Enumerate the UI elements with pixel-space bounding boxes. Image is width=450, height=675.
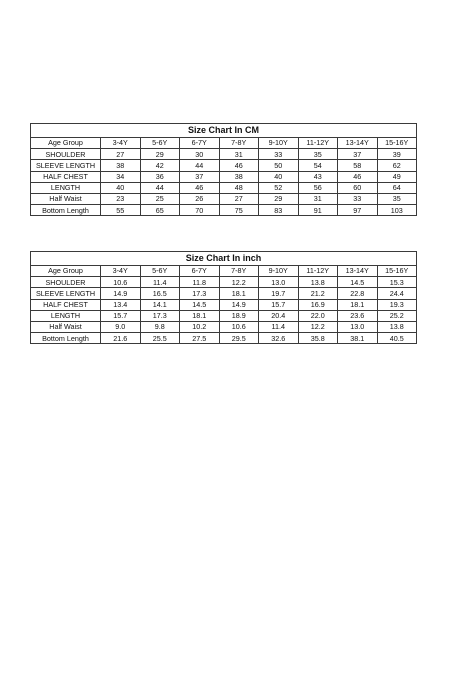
measurement-label: Half Waist <box>31 193 101 204</box>
table-title: Size Chart In CM <box>31 124 417 138</box>
size-chart-inch-table <box>30 251 417 344</box>
measurement-value: 46 <box>219 160 259 171</box>
size-header-cell: 15-16Y <box>377 138 417 149</box>
measurement-value: 42 <box>140 160 180 171</box>
measurement-value: 18.9 <box>219 310 259 321</box>
measurement-value: 18.1 <box>180 310 220 321</box>
measurement-value: 37 <box>180 171 220 182</box>
size-chart-cm-table <box>30 123 417 216</box>
measurement-value: 30 <box>180 149 220 160</box>
measurement-value: 56 <box>298 182 338 193</box>
measurement-value: 22.8 <box>338 288 378 299</box>
measurement-value: 23.6 <box>338 310 378 321</box>
measurement-value: 14.9 <box>219 299 259 310</box>
measurement-value: 60 <box>338 182 378 193</box>
table-header-row <box>31 266 417 277</box>
table-row <box>31 171 417 182</box>
size-header-cell: 7-8Y <box>219 138 259 149</box>
measurement-value: 54 <box>298 160 338 171</box>
measurement-value: 15.7 <box>101 310 141 321</box>
measurement-label: HALF CHEST <box>31 299 101 310</box>
measurement-value: 32.6 <box>259 333 299 344</box>
measurement-value: 49 <box>377 171 417 182</box>
measurement-value: 46 <box>338 171 378 182</box>
table-row <box>31 288 417 299</box>
measurement-value: 10.6 <box>219 321 259 332</box>
measurement-value: 12.2 <box>219 277 259 288</box>
measurement-value: 19.7 <box>259 288 299 299</box>
measurement-value: 38 <box>219 171 259 182</box>
size-header-cell: 11-12Y <box>298 138 338 149</box>
measurement-value: 38.1 <box>338 333 378 344</box>
measurement-value: 43 <box>298 171 338 182</box>
measurement-value: 15.7 <box>259 299 299 310</box>
measurement-value: 29 <box>140 149 180 160</box>
measurement-value: 35 <box>377 193 417 204</box>
measurement-value: 58 <box>338 160 378 171</box>
measurement-value: 33 <box>259 149 299 160</box>
measurement-value: 20.4 <box>259 310 299 321</box>
measurement-value: 11.4 <box>259 321 299 332</box>
measurement-value: 17.3 <box>140 310 180 321</box>
measurement-label: LENGTH <box>31 310 101 321</box>
measurement-label: SLEEVE LENGTH <box>31 288 101 299</box>
measurement-label: SHOULDER <box>31 277 101 288</box>
measurement-value: 83 <box>259 205 299 216</box>
measurement-value: 15.3 <box>377 277 417 288</box>
measurement-value: 21.6 <box>101 333 141 344</box>
table-row <box>31 321 417 332</box>
table-row <box>31 299 417 310</box>
measurement-value: 13.8 <box>298 277 338 288</box>
measurement-value: 23 <box>101 193 141 204</box>
table-header-row <box>31 138 417 149</box>
measurement-value: 22.0 <box>298 310 338 321</box>
measurement-value: 26 <box>180 193 220 204</box>
table-title: Size Chart In inch <box>31 252 417 266</box>
measurement-label: Bottom Length <box>31 205 101 216</box>
measurement-value: 40 <box>259 171 299 182</box>
measurement-value: 18.1 <box>219 288 259 299</box>
measurement-value: 52 <box>259 182 299 193</box>
measurement-value: 14.5 <box>338 277 378 288</box>
measurement-value: 29.5 <box>219 333 259 344</box>
table-row <box>31 160 417 171</box>
measurement-value: 11.4 <box>140 277 180 288</box>
age-group-header: Age Group <box>31 266 101 277</box>
measurement-value: 9.0 <box>101 321 141 332</box>
size-header-cell: 13-14Y <box>338 266 378 277</box>
size-chart-cm-body <box>31 124 417 216</box>
age-group-header: Age Group <box>31 138 101 149</box>
measurement-value: 44 <box>140 182 180 193</box>
measurement-value: 97 <box>338 205 378 216</box>
table-row <box>31 333 417 344</box>
measurement-value: 14.9 <box>101 288 141 299</box>
table-title-row <box>31 252 417 266</box>
measurement-value: 27 <box>101 149 141 160</box>
measurement-label: SLEEVE LENGTH <box>31 160 101 171</box>
size-header-cell: 13-14Y <box>338 138 378 149</box>
measurement-label: LENGTH <box>31 182 101 193</box>
size-header-cell: 9-10Y <box>259 138 299 149</box>
measurement-value: 35 <box>298 149 338 160</box>
measurement-value: 48 <box>219 182 259 193</box>
measurement-value: 70 <box>180 205 220 216</box>
measurement-value: 31 <box>298 193 338 204</box>
measurement-value: 55 <box>101 205 141 216</box>
table-row <box>31 310 417 321</box>
measurement-value: 21.2 <box>298 288 338 299</box>
size-chart-inch-body <box>31 252 417 344</box>
size-header-cell: 6-7Y <box>180 138 220 149</box>
measurement-value: 50 <box>259 160 299 171</box>
measurement-value: 35.8 <box>298 333 338 344</box>
size-header-cell: 9-10Y <box>259 266 299 277</box>
size-header-cell: 6-7Y <box>180 266 220 277</box>
measurement-value: 12.2 <box>298 321 338 332</box>
measurement-value: 29 <box>259 193 299 204</box>
measurement-value: 18.1 <box>338 299 378 310</box>
table-row <box>31 205 417 216</box>
measurement-value: 9.8 <box>140 321 180 332</box>
measurement-value: 17.3 <box>180 288 220 299</box>
measurement-value: 31 <box>219 149 259 160</box>
measurement-value: 91 <box>298 205 338 216</box>
measurement-value: 10.6 <box>101 277 141 288</box>
size-header-cell: 3-4Y <box>101 138 141 149</box>
measurement-value: 40.5 <box>377 333 417 344</box>
measurement-value: 75 <box>219 205 259 216</box>
measurement-value: 25 <box>140 193 180 204</box>
measurement-value: 46 <box>180 182 220 193</box>
measurement-value: 34 <box>101 171 141 182</box>
measurement-value: 14.5 <box>180 299 220 310</box>
measurement-value: 24.4 <box>377 288 417 299</box>
size-header-cell: 5-6Y <box>140 138 180 149</box>
measurement-value: 16.5 <box>140 288 180 299</box>
measurement-label: Bottom Length <box>31 333 101 344</box>
measurement-value: 13.0 <box>259 277 299 288</box>
measurement-value: 33 <box>338 193 378 204</box>
table-row <box>31 182 417 193</box>
measurement-value: 27 <box>219 193 259 204</box>
measurement-label: Half Waist <box>31 321 101 332</box>
measurement-value: 13.8 <box>377 321 417 332</box>
measurement-value: 25.5 <box>140 333 180 344</box>
measurement-label: SHOULDER <box>31 149 101 160</box>
measurement-value: 16.9 <box>298 299 338 310</box>
measurement-label: HALF CHEST <box>31 171 101 182</box>
size-header-cell: 3-4Y <box>101 266 141 277</box>
size-header-cell: 11-12Y <box>298 266 338 277</box>
measurement-value: 27.5 <box>180 333 220 344</box>
table-row <box>31 277 417 288</box>
measurement-value: 64 <box>377 182 417 193</box>
measurement-value: 40 <box>101 182 141 193</box>
measurement-value: 14.1 <box>140 299 180 310</box>
measurement-value: 103 <box>377 205 417 216</box>
table-row <box>31 149 417 160</box>
measurement-value: 44 <box>180 160 220 171</box>
measurement-value: 10.2 <box>180 321 220 332</box>
measurement-value: 19.3 <box>377 299 417 310</box>
measurement-value: 13.0 <box>338 321 378 332</box>
measurement-value: 38 <box>101 160 141 171</box>
measurement-value: 62 <box>377 160 417 171</box>
measurement-value: 37 <box>338 149 378 160</box>
measurement-value: 13.4 <box>101 299 141 310</box>
measurement-value: 25.2 <box>377 310 417 321</box>
size-header-cell: 5-6Y <box>140 266 180 277</box>
measurement-value: 39 <box>377 149 417 160</box>
measurement-value: 11.8 <box>180 277 220 288</box>
size-header-cell: 7-8Y <box>219 266 259 277</box>
table-title-row <box>31 124 417 138</box>
measurement-value: 65 <box>140 205 180 216</box>
size-header-cell: 15-16Y <box>377 266 417 277</box>
table-row <box>31 193 417 204</box>
measurement-value: 36 <box>140 171 180 182</box>
